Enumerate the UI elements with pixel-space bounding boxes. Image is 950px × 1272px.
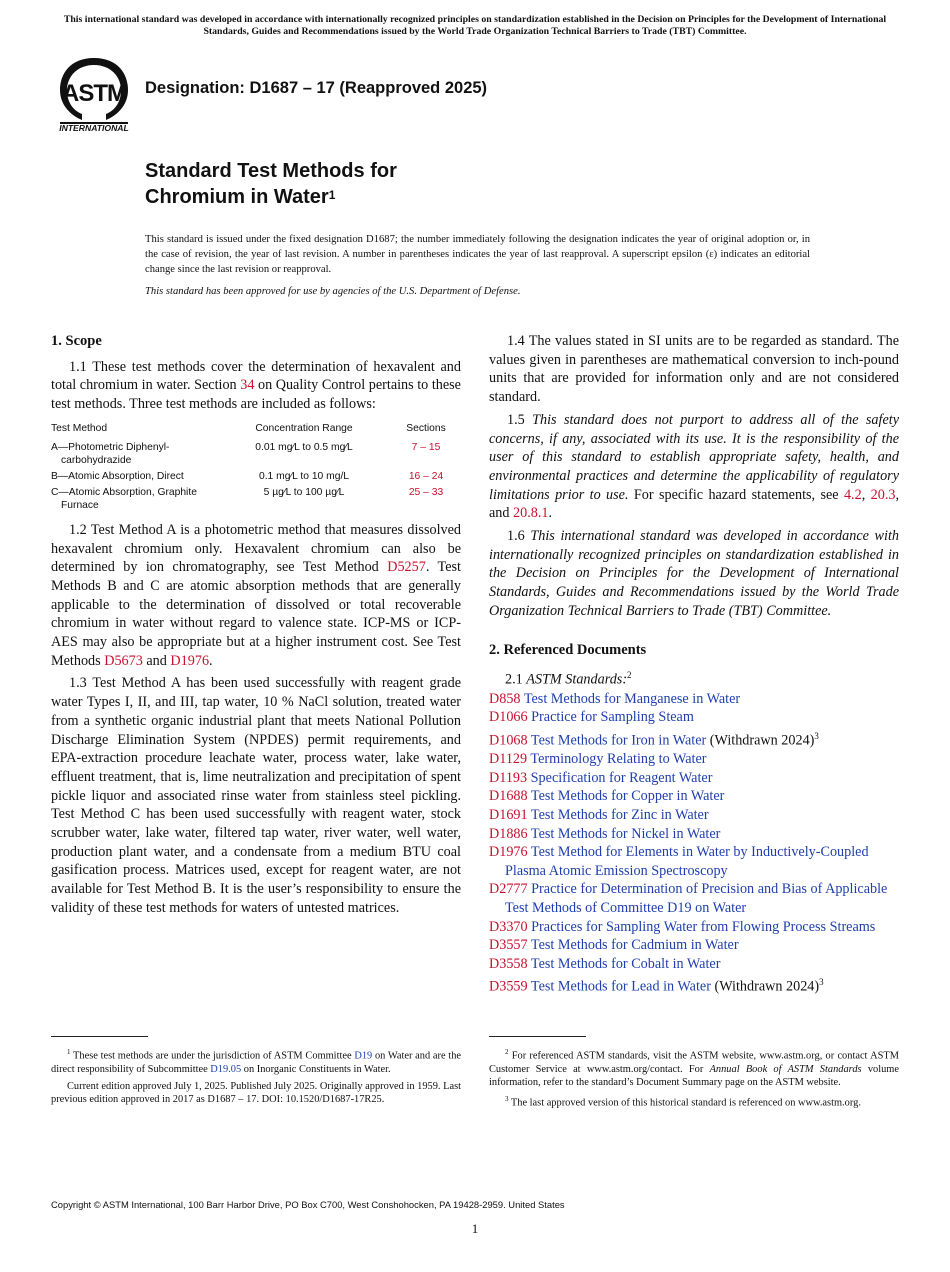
- para-1-6-num: 1.6: [507, 528, 531, 545]
- list-item[interactable]: [489, 955, 899, 974]
- right-column: [489, 332, 899, 997]
- link-d19[interactable]: D19: [354, 1050, 373, 1062]
- fn2-text-b: volume information, refer to the standard’s Document Summary page on the ASTM website.: [489, 1063, 899, 1088]
- list-item[interactable]: [489, 769, 899, 788]
- para-1-5-text-b: For specific hazard statements, see: [628, 486, 844, 503]
- logo-caption: INTERNATIONAL: [59, 123, 129, 132]
- fn1-text-c: on Inorganic Constituents in Water.: [241, 1063, 391, 1075]
- list-item[interactable]: [489, 843, 899, 880]
- range-a: 0.01 mg⁄L to 0.5 mg⁄L: [255, 441, 353, 453]
- fn2-mark: 2: [505, 1048, 509, 1056]
- link-4-2[interactable]: 4.2: [843, 486, 862, 503]
- sub-footnote-mark: 2: [627, 670, 632, 681]
- ref-code: D3559: [489, 979, 528, 996]
- link-d1976[interactable]: D1976: [170, 652, 210, 669]
- designation: Designation: D1687 – 17 (Reapproved 2025): [145, 79, 488, 97]
- footnotes-left: [51, 1046, 461, 1110]
- ref-code: D1066: [489, 709, 528, 726]
- para-1-1-text-a: 1.1 These test methods cover the determination of hexavalent and total chromium in water. Section: [51, 358, 461, 394]
- sections-a-link[interactable]: 7 – 15: [411, 441, 441, 453]
- list-item[interactable]: [489, 936, 899, 955]
- ref-title: Test Methods for Iron in Water: [530, 732, 707, 749]
- ref-footnote-mark: 3: [814, 730, 819, 741]
- astm-logo-icon: [52, 56, 136, 132]
- footnote-divider-left: [51, 1036, 148, 1037]
- sections-b-link[interactable]: 16 – 24: [408, 470, 444, 482]
- list-item[interactable]: [489, 787, 899, 806]
- method-a: A—Photometric Diphenyl-carbohydrazide: [51, 441, 170, 466]
- ref-title: Test Method for Elements in Water by Inductively-Coupled Plasma Atomic Emission Spectroscopy: [505, 844, 869, 879]
- test-methods-table: [51, 422, 461, 515]
- ref-title: Test Methods for Zinc in Water: [530, 806, 709, 823]
- ref-code: D858: [489, 690, 521, 707]
- range-c: 5 µg⁄L to 100 µg⁄L: [263, 486, 345, 498]
- ref-code: D1068: [489, 732, 528, 749]
- list-item[interactable]: [489, 690, 899, 709]
- col-header-range: Concentration Range: [255, 422, 353, 434]
- astm-standards-subheading: [489, 666, 899, 689]
- para-1-2-text-a: 1.2 Test Method A is a photometric method that measures dissolved hexavalent chromium only. Hexavalent chromium can also be determined by ion chromatography, see Test Method: [51, 521, 461, 576]
- link-d19-05[interactable]: D19.05: [210, 1063, 242, 1075]
- col-header-sections: Sections: [406, 422, 446, 434]
- astm-logo: [52, 56, 136, 132]
- dod-note: This standard has been approved for use by agencies of the U.S. Department of Defense.: [145, 286, 521, 297]
- table-header-row: [51, 422, 461, 441]
- ref-title: Terminology Relating to Water: [530, 751, 707, 768]
- ref-title: Test Methods for Cadmium in Water: [530, 937, 739, 954]
- fn3-mark: 3: [505, 1095, 509, 1104]
- ref-code: D1976: [489, 844, 528, 861]
- method-b: B—Atomic Absorption, Direct: [51, 470, 184, 482]
- para-1-2-text-c: and: [142, 652, 171, 669]
- para-1-2-text-d: .: [209, 652, 213, 669]
- table-row: [51, 470, 461, 486]
- reference-list: [489, 690, 899, 997]
- ref-title: Test Methods for Copper in Water: [530, 788, 725, 805]
- page-number: 1: [471, 1221, 479, 1236]
- para-1-3: 1.3 Test Method A has been used successfully with reagent grade water Types I, II, and III, tap water, 10 % NaCl solution, treated water from a synthetic organic industrial plant that meets National Pollution Discharge Elimination System (NPDES) permit requirements, and EPA-extraction procedure leachate water, process water, lake water, effluent treatment, that is, lime neutralization and precipitation of spent pickle liquor and associated rinse water from stainless steel pickling. Test Method C has been used successfully with reagent water, stock scrubber water, lake water, filtered tap water, river water, well water, production plant water, and a condensate from a medium BTU coal gasification process. Matrices used, except for reagent water, are not available for Test Method B. It is the user’s responsibility to ensure the validity of these test methods for waters of untested matrices.: [51, 675, 461, 916]
- document-title: [145, 158, 397, 210]
- para-1-2: [51, 521, 461, 671]
- ref-suffix: (Withdrawn 2024): [710, 979, 820, 996]
- link-d5673[interactable]: D5673: [104, 652, 143, 669]
- list-item[interactable]: [489, 973, 899, 996]
- fn1-text-b: on Water and are the direct responsibility of Subcommittee: [51, 1050, 462, 1075]
- ref-title: Test Methods for Cobalt in Water: [530, 955, 721, 972]
- scope-heading: 1. Scope: [51, 333, 102, 349]
- left-column: [51, 332, 461, 922]
- list-item[interactable]: [489, 806, 899, 825]
- sub-num: 2.1: [505, 671, 527, 688]
- ref-title: Test Methods for Nickel in Water: [530, 825, 721, 842]
- list-item[interactable]: [489, 825, 899, 844]
- fn3-text: The last approved version of this historical standard is referenced on www.astm.org.: [508, 1097, 861, 1109]
- col-header-method: Test Method: [51, 422, 108, 434]
- logo-letters: ASTM: [62, 80, 126, 107]
- link-20-8-1[interactable]: 20.8.1: [513, 505, 549, 522]
- para-1-5-text-c: ,: [861, 486, 871, 503]
- para-1-6-italic: This international standard was developed in accordance with internationally recognized principles on standardization established in the Decision on Principles for the Development of International Standards, Guides and Recommendations issued by the World Trade Organization Technical Barriers to Trade (TBT) Committee.: [489, 528, 899, 619]
- link-d5257[interactable]: D5257: [387, 559, 426, 576]
- link-20-3[interactable]: 20.3: [870, 486, 896, 503]
- method-c: C—Atomic Absorption, Graphite Furnace: [51, 486, 197, 511]
- fn2-text-a: For referenced ASTM standards, visit the ASTM website, www.astm.org, or contact ASTM Customer Service at www.astm.org/contact. For: [489, 1050, 899, 1075]
- footnote-divider-right: [489, 1036, 586, 1037]
- title-line-2: Chromium in Water: [145, 186, 329, 208]
- ref-code: D1129: [489, 751, 528, 768]
- ref-title: Practices for Sampling Water from Flowing Process Streams: [531, 918, 876, 935]
- para-1-2-text-b: . Test Methods B and C are atomic absorption methods that are generally applicable to the determination of dissolved or total recoverable chromium in water without regard to valence state. ICP-MS or ICP-AES may also be appropriate but at a higher instrument cost. See Test Methods: [51, 559, 461, 669]
- list-item[interactable]: [489, 727, 899, 750]
- top-notice: This international standard was developed in accordance with internationally recognized principles on standardization established in the Decision on Principles for the Development of International Standards, Guides and Recommendations issued by the World Trade Organization Technical Barriers to Trade (TBT) Committee.: [63, 14, 887, 37]
- footnote-2: [489, 1046, 899, 1089]
- para-1-5-text-d: , and: [489, 486, 899, 522]
- list-item[interactable]: [489, 750, 899, 769]
- footnote-1: [51, 1046, 461, 1076]
- ref-suffix: (Withdrawn 2024): [706, 732, 815, 749]
- para-1-1-text-b: on Quality Control pertains to these test methods. Three test methods are included as follows:: [51, 377, 461, 413]
- link-section-34[interactable]: 34: [240, 377, 255, 394]
- fn1-text-a: These test methods are under the jurisdiction of ASTM Committee: [70, 1050, 355, 1062]
- ref-footnote-mark: 3: [819, 977, 824, 988]
- ref-code: D1691: [489, 806, 528, 823]
- list-item[interactable]: [489, 708, 899, 727]
- ref-code: D3558: [489, 955, 528, 972]
- list-item[interactable]: [489, 880, 899, 917]
- ref-title: Test Methods for Manganese in Water: [523, 690, 741, 707]
- para-1-5: [489, 411, 899, 523]
- list-item[interactable]: [489, 918, 899, 937]
- sections-c-link[interactable]: 25 – 33: [408, 486, 444, 498]
- footnote-1-approval: Current edition approved July 1, 2025. Published July 2025. Originally approved in 1959. Last previous edition approved in 2017 as D1687 – 17. DOI: 10.1520/D1687-17R25.: [51, 1080, 461, 1106]
- footnote-3: [489, 1093, 899, 1110]
- para-1-5-italic: This standard does not purport to address all of the safety concerns, if any, associated with its use. It is the responsibility of the user of this standard to establish appropriate safety, health, and environmental practices and determine the applicability of regulatory limitations prior to use.: [489, 411, 899, 503]
- referenced-documents-heading: 2. Referenced Documents: [489, 641, 647, 658]
- para-1-5-text-e: .: [548, 505, 553, 522]
- para-1-5-num: 1.5: [507, 411, 533, 428]
- ref-code: D3370: [489, 918, 528, 935]
- ref-code: D1193: [489, 769, 528, 786]
- title-footnote-mark: 1: [328, 188, 336, 202]
- ref-title: Practice for Sampling Steam: [531, 709, 694, 726]
- para-1-1: [51, 358, 461, 414]
- range-b: 0.1 mg⁄L to 10 mg/L: [258, 470, 350, 482]
- issue-note: This standard is issued under the fixed designation D1687; the number immediately following the designation indicates the year of original adoption or, in the case of revision, the year of last revision. A number in parentheses indicates the year of last reapproval. A superscript epsilon (ε) indicates an editorial change since the last revision or reapproval.: [145, 234, 810, 275]
- table-row: [51, 486, 461, 515]
- fn2-italic: Annual Book of ASTM Standards: [709, 1063, 862, 1075]
- ref-title: Practice for Determination of Precision and Bias of Applicable Test Methods of Committee D19 on Water: [505, 881, 888, 916]
- table-row: [51, 441, 461, 470]
- fn1-mark: 1: [67, 1048, 71, 1056]
- ref-code: D3557: [489, 937, 528, 954]
- ref-title: Specification for Reagent Water: [530, 769, 713, 786]
- ref-code: D2777: [489, 881, 528, 898]
- copyright: Copyright © ASTM International, 100 Barr Harbor Drive, PO Box C700, West Conshohocken, PA 19428-2959. United States: [51, 1199, 565, 1210]
- title-line-1: Standard Test Methods for: [145, 160, 397, 182]
- ref-code: D1886: [489, 825, 528, 842]
- sub-label: ASTM Standards:: [526, 671, 628, 688]
- footnotes-right: [489, 1046, 899, 1114]
- para-1-4: 1.4 The values stated in SI units are to be regarded as standard. The values given in parentheses are mathematical conversion to inch-pound units that are provided for information only and are not considered standard.: [489, 333, 899, 406]
- ref-title: Test Methods for Lead in Water: [530, 979, 711, 996]
- para-1-6: [489, 527, 899, 621]
- ref-code: D1688: [489, 788, 528, 805]
